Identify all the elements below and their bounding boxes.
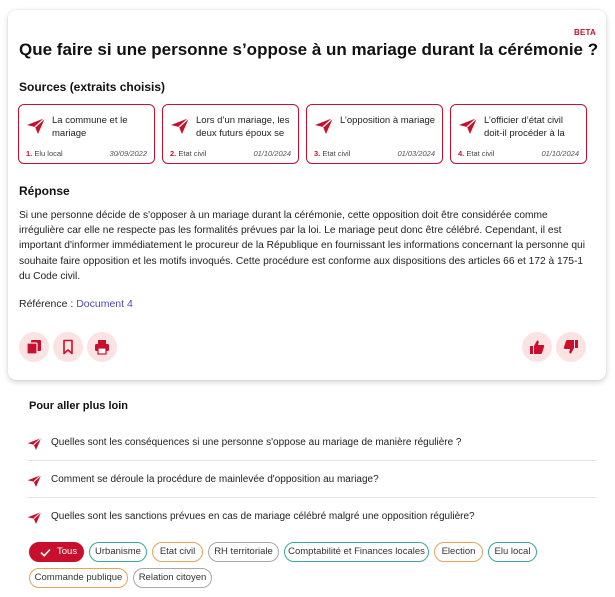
related-question-2[interactable] [27,462,597,498]
source-text: La commune et le mariage [52,115,128,139]
source-meta: 3. Etat civil [314,149,351,158]
further-heading: Pour aller plus loin [29,400,129,412]
question-text: Comment se déroule la procédure de mainlevée d'opposition au mariage? [51,474,379,485]
filter-chip-election[interactable]: Election [434,542,483,562]
source-meta: 2. Etat civil [170,149,207,158]
sources-heading: Sources (extraits choisis) [19,80,166,94]
page-title: Que faire si une personne s’oppose à un mariage durant la cérémonie ? [19,40,599,59]
source-date: 01/10/2024 [253,149,291,158]
send-icon [27,474,42,488]
source-card-3[interactable] [306,104,443,164]
send-icon [26,117,46,135]
bookmark-button[interactable] [53,332,83,362]
filter-chip-relation-citoyen[interactable]: Relation citoyen [133,568,212,588]
filter-chip-etat-civil[interactable]: Etat civil [152,542,203,562]
like-button[interactable] [522,332,552,362]
beta-badge: BETA [574,28,596,37]
print-icon [94,339,110,355]
copy-icon [26,339,42,355]
sources-list [18,104,588,164]
related-question-3[interactable] [27,499,597,535]
filter-chip-urbanisme[interactable]: Urbanisme [89,542,147,562]
answer-card [8,10,606,380]
source-card-1[interactable] [18,104,155,164]
send-icon [314,117,334,135]
filter-chip-comptabilite[interactable]: Comptabilité et Finances locales [284,542,429,562]
filter-chip-rh-territoriale[interactable]: RH territoriale [208,542,279,562]
answer-heading: Réponse [19,184,70,198]
reference-link[interactable]: Document 4 [76,298,133,310]
send-icon [170,117,190,135]
source-text: L’officier d’état civil doit-il procéder à la [484,115,565,139]
filter-chip-commande-publique[interactable]: Commande publique [29,568,128,588]
source-card-2[interactable] [162,104,299,164]
reference [19,298,133,310]
copy-button[interactable] [19,332,49,362]
bookmark-icon [60,339,76,355]
source-meta: 1. Elu local [26,149,63,158]
send-icon [27,511,42,525]
filter-chip-tous[interactable]: Tous [29,542,84,562]
thumbs-up-icon [529,339,545,355]
check-icon [40,547,51,558]
dislike-button[interactable] [556,332,586,362]
source-card-4[interactable] [450,104,587,164]
question-text: Quelles sont les sanctions prévues en cas de mariage célébré malgré une opposition régulière? [51,511,475,522]
print-button[interactable] [87,332,117,362]
source-meta: 4. Etat civil [458,149,495,158]
source-date: 01/03/2024 [397,149,435,158]
source-date: 30/09/2022 [109,149,147,158]
send-icon [27,437,42,451]
source-text: L’opposition à mariage [340,115,436,126]
thumbs-down-icon [563,339,579,355]
source-text: Lors d’un mariage, les deux futurs époux se [196,115,290,139]
question-text: Quelles sont les conséquences si une personne s'oppose au mariage de manière régulière ? [51,437,462,448]
reference-label: Référence : [19,298,74,310]
source-date: 01/10/2024 [541,149,579,158]
filter-chip-elu-local[interactable]: Elu local [488,542,537,562]
send-icon [458,117,478,135]
related-question-1[interactable] [27,425,597,461]
answer-text: Si une personne décide de s'opposer à un mariage durant la cérémonie, cette opposition doit être considérée comme irrégulière car elle ne respecte pas les formalités prévues par la loi. Le mariage peut donc être célébré. Cependant, il est important d'informer immédiatement le procureur de la République en fournissant les informations concernant la personne qui souhaite faire opposition et les motifs invoqués. Cette procédure est conforme aux dispositions des articles 66 et 172 à 175-1 du Code civil. [19,210,585,282]
